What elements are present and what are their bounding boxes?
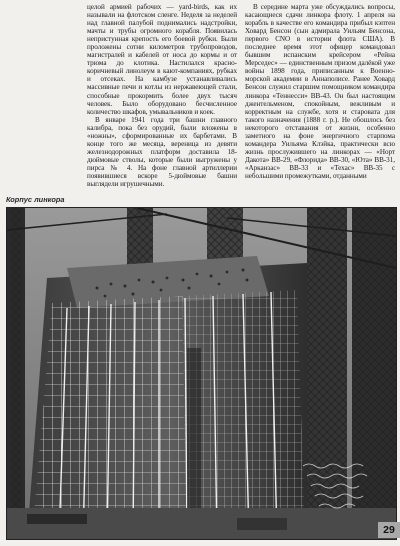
article-column-right bbox=[245, 3, 395, 180]
article-paragraph: целой армией рабочих — yard-birds, как их называли на флотском сленге. Неделя за неделей над главной палубой поднимались надстройки, мачты и трубы огромного корабля. Появилась непристунная крепость его боевой рубки. Были проложены сотни километров трубопроводов, магистралей и кабелей от носа до кормы и от трюма до клотика. Настилался красно-коричневый линолеум в кают-компаниях, рубках и отсеках. На камбузе устанавливались массивные печи и котлы из нержавеющей стали, способные прокормить более двух тысяч человек. Было оборудовано бесчисленное количество шкафов, умывальников и коек. bbox=[87, 3, 237, 116]
article-paragraph: В середине марта уже обсуждались вопросы, касающиеся сдачи линкора флоту. 1 апреля на корабль в качестве его командира прибыл кэптен Ховард Бенсон (сын адмирала Уильям Бенсона, первого CNO в истории флота США). В последнее время этот офицер командовал бывшим испанским крейсером «Рейна Мерседес» — единственным призом далёкой уже войны 1898 года, приписанным к Военно-морской академии в Аннаполисе. Ранее Ховард Бенсон служил старшим помощником командира линкора «Теннесси» BB-43. Он был настоящим джентельменом, спокойным, вежливым и корректным на службе, хотя и старовата для такого назначения (1888 г. р.). Не обошлось без некоторого отставания от жизни, особенно заметного на фоне энергичного старпома командера Уильяма Клэйка, практически всю жизнь прослужившего на линкорах — «Норт Дакота» BB-29, «Флорида» BB-30, «Юта» BB-31, «Арканзас» BB-33 и «Техас» BB-35 с небольшими промежутками, отданными bbox=[245, 3, 395, 180]
article-paragraph: В январе 1941 года три башни главного калибра, пока без орудий, были вложены в «ножны», сформированные их барбетами. В конце того же месяца, вереница из девяти железнодорожных платформ доставила 18-дюймовые стволы, которые были выгружены у пирса № 4. На фоне главной артиллерии появившиеся вскоре 5-дюймовые башни выглядели игрушечными. bbox=[87, 115, 237, 189]
page-number: 29 bbox=[378, 522, 400, 538]
caption-line: Корпус линкора bbox=[6, 195, 65, 204]
photo-illustration bbox=[7, 208, 396, 539]
ship-construction-photo bbox=[6, 207, 397, 540]
article-column-left bbox=[87, 3, 237, 188]
